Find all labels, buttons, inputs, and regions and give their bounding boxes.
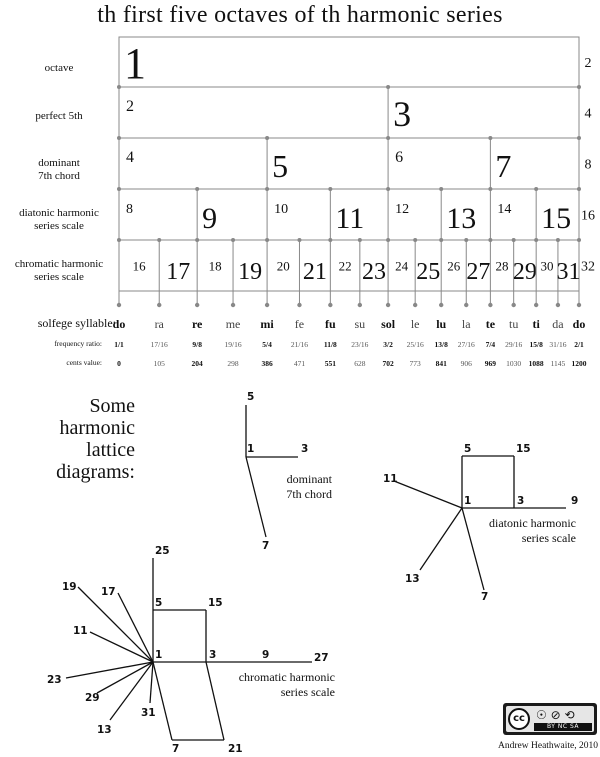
cents-value: 471 xyxy=(293,359,306,368)
cents-value: 298 xyxy=(227,359,239,368)
harmonic-number: 20 xyxy=(276,258,290,274)
harmonic-number: 27 xyxy=(466,259,491,285)
solfege-syllable: ti xyxy=(532,317,540,331)
row-label-chromatic: chromatic harmonic series scale xyxy=(14,258,104,283)
harmonic-number: 15 xyxy=(541,202,572,235)
solfege-syllable: me xyxy=(225,317,241,331)
lattice-edge xyxy=(90,632,153,662)
caption-chromatic: chromatic harmonic series scale xyxy=(238,670,335,699)
lattice-edge xyxy=(420,508,462,570)
harmonic-number: 29 xyxy=(512,259,537,285)
frequency-ratio: 21/16 xyxy=(290,340,309,349)
cents-value: 0 xyxy=(117,359,121,368)
lattice-node-label: 17 xyxy=(101,586,116,598)
lattice-edge xyxy=(78,587,153,662)
cents-value: 1145 xyxy=(550,359,566,368)
lattice-node-label: 21 xyxy=(228,743,243,755)
harmonic-number: 10 xyxy=(274,202,289,217)
cents-value: 628 xyxy=(354,359,366,368)
harmonic-number: 11 xyxy=(335,202,365,235)
solfege-syllable: lu xyxy=(436,317,447,331)
row-label-diatonic: diatonic harmonic series scale xyxy=(19,207,99,232)
harmonic-number: 16 xyxy=(132,258,146,274)
frequency-ratio: 5/4 xyxy=(262,340,272,349)
lattice-node-label: 1 xyxy=(247,443,255,455)
lattice-node-label: 13 xyxy=(405,573,420,585)
frequency-ratio: 17/16 xyxy=(150,340,168,349)
cents-value: 1030 xyxy=(506,359,522,368)
caption-dominant-7th: dominant 7th chord xyxy=(286,472,332,501)
row-right-label: 4 xyxy=(584,106,592,122)
frequency-ratio: 29/16 xyxy=(505,340,523,349)
lattice-node-label: 7 xyxy=(481,591,489,603)
lattice-node-label: 27 xyxy=(314,652,329,664)
solfege-label: solfege syllable: xyxy=(37,316,116,330)
harmonic-number: 13 xyxy=(446,202,477,235)
frequency-ratio: 13/8 xyxy=(434,340,448,349)
cc-logo-icon: cc xyxy=(508,708,530,730)
lattice-node-label: 7 xyxy=(262,540,270,552)
frequency-ratio: 25/16 xyxy=(406,340,424,349)
solfege-syllable: da xyxy=(552,317,564,331)
harmonic-number: 26 xyxy=(447,258,461,274)
frequency-ratio: 3/2 xyxy=(383,340,393,349)
solfege-syllable: do xyxy=(572,317,586,331)
solfege-syllable: su xyxy=(354,317,366,331)
frequency-ratio: 27/16 xyxy=(457,340,475,349)
cents-value: 386 xyxy=(261,359,273,368)
harmonic-number: 18 xyxy=(208,258,222,274)
lattice-edge xyxy=(66,662,153,678)
lattice-node-label: 9 xyxy=(571,495,579,507)
cents-value-label: cents value: xyxy=(66,358,102,367)
cents-value: 551 xyxy=(324,359,336,368)
solfege-syllable: fe xyxy=(294,317,305,331)
lattice-node-label: 3 xyxy=(209,649,217,661)
license-icons: ☉ ⊘ ⟲ xyxy=(536,708,575,722)
lattice-edge xyxy=(150,662,153,703)
frequency-ratio: 31/16 xyxy=(549,340,567,349)
lattice-node-label: 11 xyxy=(383,473,398,485)
harmonic-number: 30 xyxy=(540,258,554,274)
lattice-node-label: 3 xyxy=(301,443,309,455)
lattice-node-label: 1 xyxy=(464,495,472,507)
frequency-ratio-label: frequency ratio: xyxy=(54,339,102,348)
solfege-syllable: le xyxy=(410,317,420,331)
harmonic-number: 21 xyxy=(302,259,327,285)
cents-value: 204 xyxy=(191,359,203,368)
harmonic-number: 19 xyxy=(238,259,263,285)
caption-diatonic: diatonic harmonic series scale xyxy=(489,516,576,545)
cents-value: 906 xyxy=(460,359,472,368)
row-right-label: 2 xyxy=(584,56,592,71)
lattice-node-label: 7 xyxy=(172,743,180,755)
lattice-node-label: 9 xyxy=(262,649,270,661)
frequency-ratio: 9/8 xyxy=(192,340,202,349)
harmonic-number: 8 xyxy=(126,202,133,217)
page-title: th first five octaves of th harmonic series xyxy=(97,2,503,28)
lattice-node-label: 19 xyxy=(62,581,77,593)
lattice-node-label: 11 xyxy=(73,625,88,637)
solfege-syllable: do xyxy=(112,317,126,331)
harmonic-number: 23 xyxy=(361,259,386,285)
author-credit: Andrew Heathwaite, 2010 xyxy=(498,741,598,751)
harmonic-number: 22 xyxy=(338,258,352,274)
row-right-label: 8 xyxy=(584,157,592,173)
lattice-section-title: Some harmonic lattice diagrams: xyxy=(56,395,135,483)
frequency-ratio: 11/8 xyxy=(323,340,337,349)
frequency-ratio: 23/16 xyxy=(351,340,369,349)
row-label-dominant-7th: dominant 7th chord xyxy=(38,157,80,182)
lattice-node-label: 15 xyxy=(516,443,531,455)
cents-value: 969 xyxy=(484,359,497,368)
lattice-node-label: 31 xyxy=(141,707,156,719)
lattice-node-label: 5 xyxy=(155,597,163,609)
solfege-syllable: la xyxy=(461,317,471,331)
frequency-ratio: 7/4 xyxy=(485,340,496,349)
lattice-node-label: 15 xyxy=(208,597,223,609)
row-label-octave: octave xyxy=(44,62,74,74)
lattice-edge xyxy=(118,593,153,662)
lattice-node-label: 25 xyxy=(155,545,170,557)
cents-value: 702 xyxy=(382,359,394,368)
lattice-edge xyxy=(394,481,462,508)
solfege-syllable: ra xyxy=(154,317,164,331)
solfege-syllable: mi xyxy=(260,317,274,331)
lattice-node-label: 5 xyxy=(464,443,472,455)
cents-value: 773 xyxy=(409,359,421,368)
frequency-ratio: 15/8 xyxy=(529,340,543,349)
cc-license-badge[interactable] xyxy=(503,703,597,735)
lattice-node-label: 13 xyxy=(97,724,112,736)
harmonic-number: 5 xyxy=(272,148,289,184)
frequency-ratio: 19/16 xyxy=(224,340,242,349)
solfege-syllable: re xyxy=(191,317,203,331)
harmonic-number: 3 xyxy=(393,94,412,134)
cents-value: 105 xyxy=(153,359,165,368)
cents-value: 1088 xyxy=(528,359,544,368)
harmonic-number: 12 xyxy=(395,202,410,217)
row-right-label: 16 xyxy=(581,208,595,224)
lattice-node-label: 29 xyxy=(85,692,100,704)
harmonic-number: 2 xyxy=(126,98,134,115)
harmonic-number: 7 xyxy=(495,148,512,184)
harmonic-number: 31 xyxy=(556,259,581,285)
harmonic-number: 28 xyxy=(495,258,509,274)
solfege-syllable: sol xyxy=(381,317,396,331)
license-modules: BY NC SA xyxy=(534,723,592,731)
solfege-syllable: te xyxy=(485,317,496,331)
harmonic-number: 1 xyxy=(124,39,146,88)
lattice-node-label: 5 xyxy=(247,391,255,403)
frequency-ratio: 1/1 xyxy=(114,340,124,349)
lattice-node-label: 23 xyxy=(47,674,62,686)
harmonic-number: 25 xyxy=(416,259,441,285)
harmonic-number: 9 xyxy=(202,202,218,235)
harmonic-number: 17 xyxy=(166,259,191,285)
cents-value: 841 xyxy=(435,359,447,368)
lattice-edge xyxy=(153,662,172,740)
solfege-syllable: fu xyxy=(325,317,336,331)
lattice-node-label: 1 xyxy=(155,649,163,661)
harmonic-number: 24 xyxy=(395,258,409,274)
harmonic-number: 14 xyxy=(497,202,512,217)
cents-value: 1200 xyxy=(571,359,587,368)
harmonic-number: 4 xyxy=(126,149,134,166)
solfege-syllable: tu xyxy=(508,317,519,331)
lattice-node-label: 3 xyxy=(517,495,525,507)
row-right-label: 32 xyxy=(581,259,595,275)
row-label-perfect-5th: perfect 5th xyxy=(35,110,83,122)
frequency-ratio: 2/1 xyxy=(574,340,584,349)
harmonic-number: 6 xyxy=(395,149,404,166)
